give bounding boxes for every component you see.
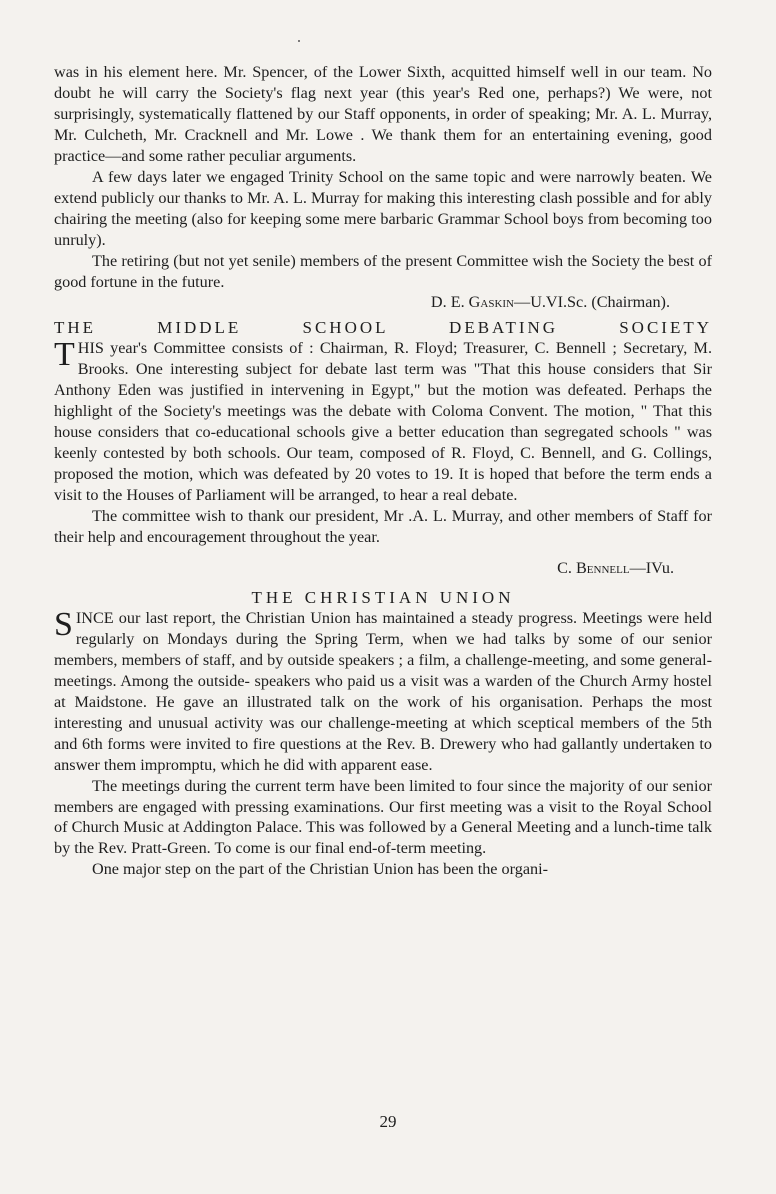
paragraph-union-3: One major step on the part of the Christian Union has been the organi- [92, 860, 548, 879]
paragraph-union-2: The meetings during the current term have been limited to four since the majority of our senior members are engaged with pressing examinations. Our first meeting was a visit to the Royal School of Church Music at Addington Palace. This was followed by a General Meeting and a lunch-time talk by the Rev. Pratt-Green. To come is our final end-of-term meeting. [54, 776, 712, 858]
paragraph-debating-1-text: HIS year's Committee consists of : Chairman, R. Floyd; Treasurer, C. Bennell ; Secretary, M. Brooks. One interesting subject for debate last term was "That this house considers that Sir Anthony Eden was justified in intervening in Egypt," but the motion was defeated. Perhaps the highlight of the Society's meetings was the debate with Coloma Convent. The motion, " That this house considers that co-educational schools give a better education than segregated schools " was keenly contested by both schools. Our team, composed of R. Floyd, C. Bennell, and G. Collings, proposed the motion, which was defeated by 20 votes to 19. It is hoped that before the term ends a visit to the Houses of Parliament will be arranged, to hear a real debate. [54, 339, 712, 505]
signature-name: D. E. Gaskin [430, 293, 514, 312]
page-number: 29 [379, 1112, 397, 1131]
section-heading-christian-union: THE CHRISTIAN UNION [251, 587, 515, 607]
signature-name: C. Bennell [557, 558, 630, 577]
paragraph-trinity: A few days later we engaged Trinity School on the same topic and were narrowly beaten. We extend publicly our thanks to Mr. A. L. Murray for making this interesting clash possible and for ably chairing the meeting (also for keeping some mere barbaric Grammar School boys from becoming too unruly). [54, 167, 712, 249]
paragraph-continued: was in his element here. Mr. Spencer, of the Lower Sixth, acquitted himself well in our team. No doubt he will carry the Society's flag next year (this year's Red one, perhaps?) We were, not surprisingly, systematically flattened by our Staff opponents, in order of speaking; Mr. A. L. Murray, Mr. Culcheth, Mr. Cracknell and Mr. Lowe . We thank them for an entertaining evening, good practice—and some rather peculiar arguments. [54, 63, 712, 165]
page-body [54, 62, 712, 880]
paragraph-union-1 [54, 605, 712, 776]
paragraph-debating-1 [54, 338, 712, 506]
paragraph-debating-2: The committee wish to thank our president, Mr .A. L. Murray, and other members of Staff for their help and encouragement throughout the year. [54, 507, 712, 547]
signature-gaskin [54, 292, 712, 313]
paragraph-union-1-text: INCE our last report, the Christian Union has maintained a steady progress. Meetings were held regularly on Mondays during the Spring Term, when we had talks by some of our senior members, members of staff, and by outside speakers ; a film, a challenge-meeting, and some general-meetings. Among the outside- speakers who paid us a visit was a warden of the Church Army hostel at Maidstone. He gave an illustrated talk on the work of his organisation. Perhaps the most interesting and unusual activity was our challenge-meeting at which sceptical members of the 5th and 6th forms were invited to fire questions at the Rev. B. Drewery who had gallantly undertaken to answer them impromptu, which he did with apparent ease. [54, 608, 712, 774]
signature-bennell [54, 558, 712, 579]
paragraph-committee: The retiring (but not yet senile) members of the present Committee wish the Society the best of good fortune in the future. [54, 251, 712, 291]
speck [298, 40, 300, 42]
drop-cap: T [54, 336, 75, 374]
drop-cap: S [54, 605, 73, 643]
section-heading-debating: THE MIDDLE SCHOOL DEBATING SOCIETY [54, 318, 712, 338]
signature-suffix: —IVu. [629, 558, 674, 577]
signature-suffix: —U.VI.Sc. (Chairman). [514, 293, 670, 312]
